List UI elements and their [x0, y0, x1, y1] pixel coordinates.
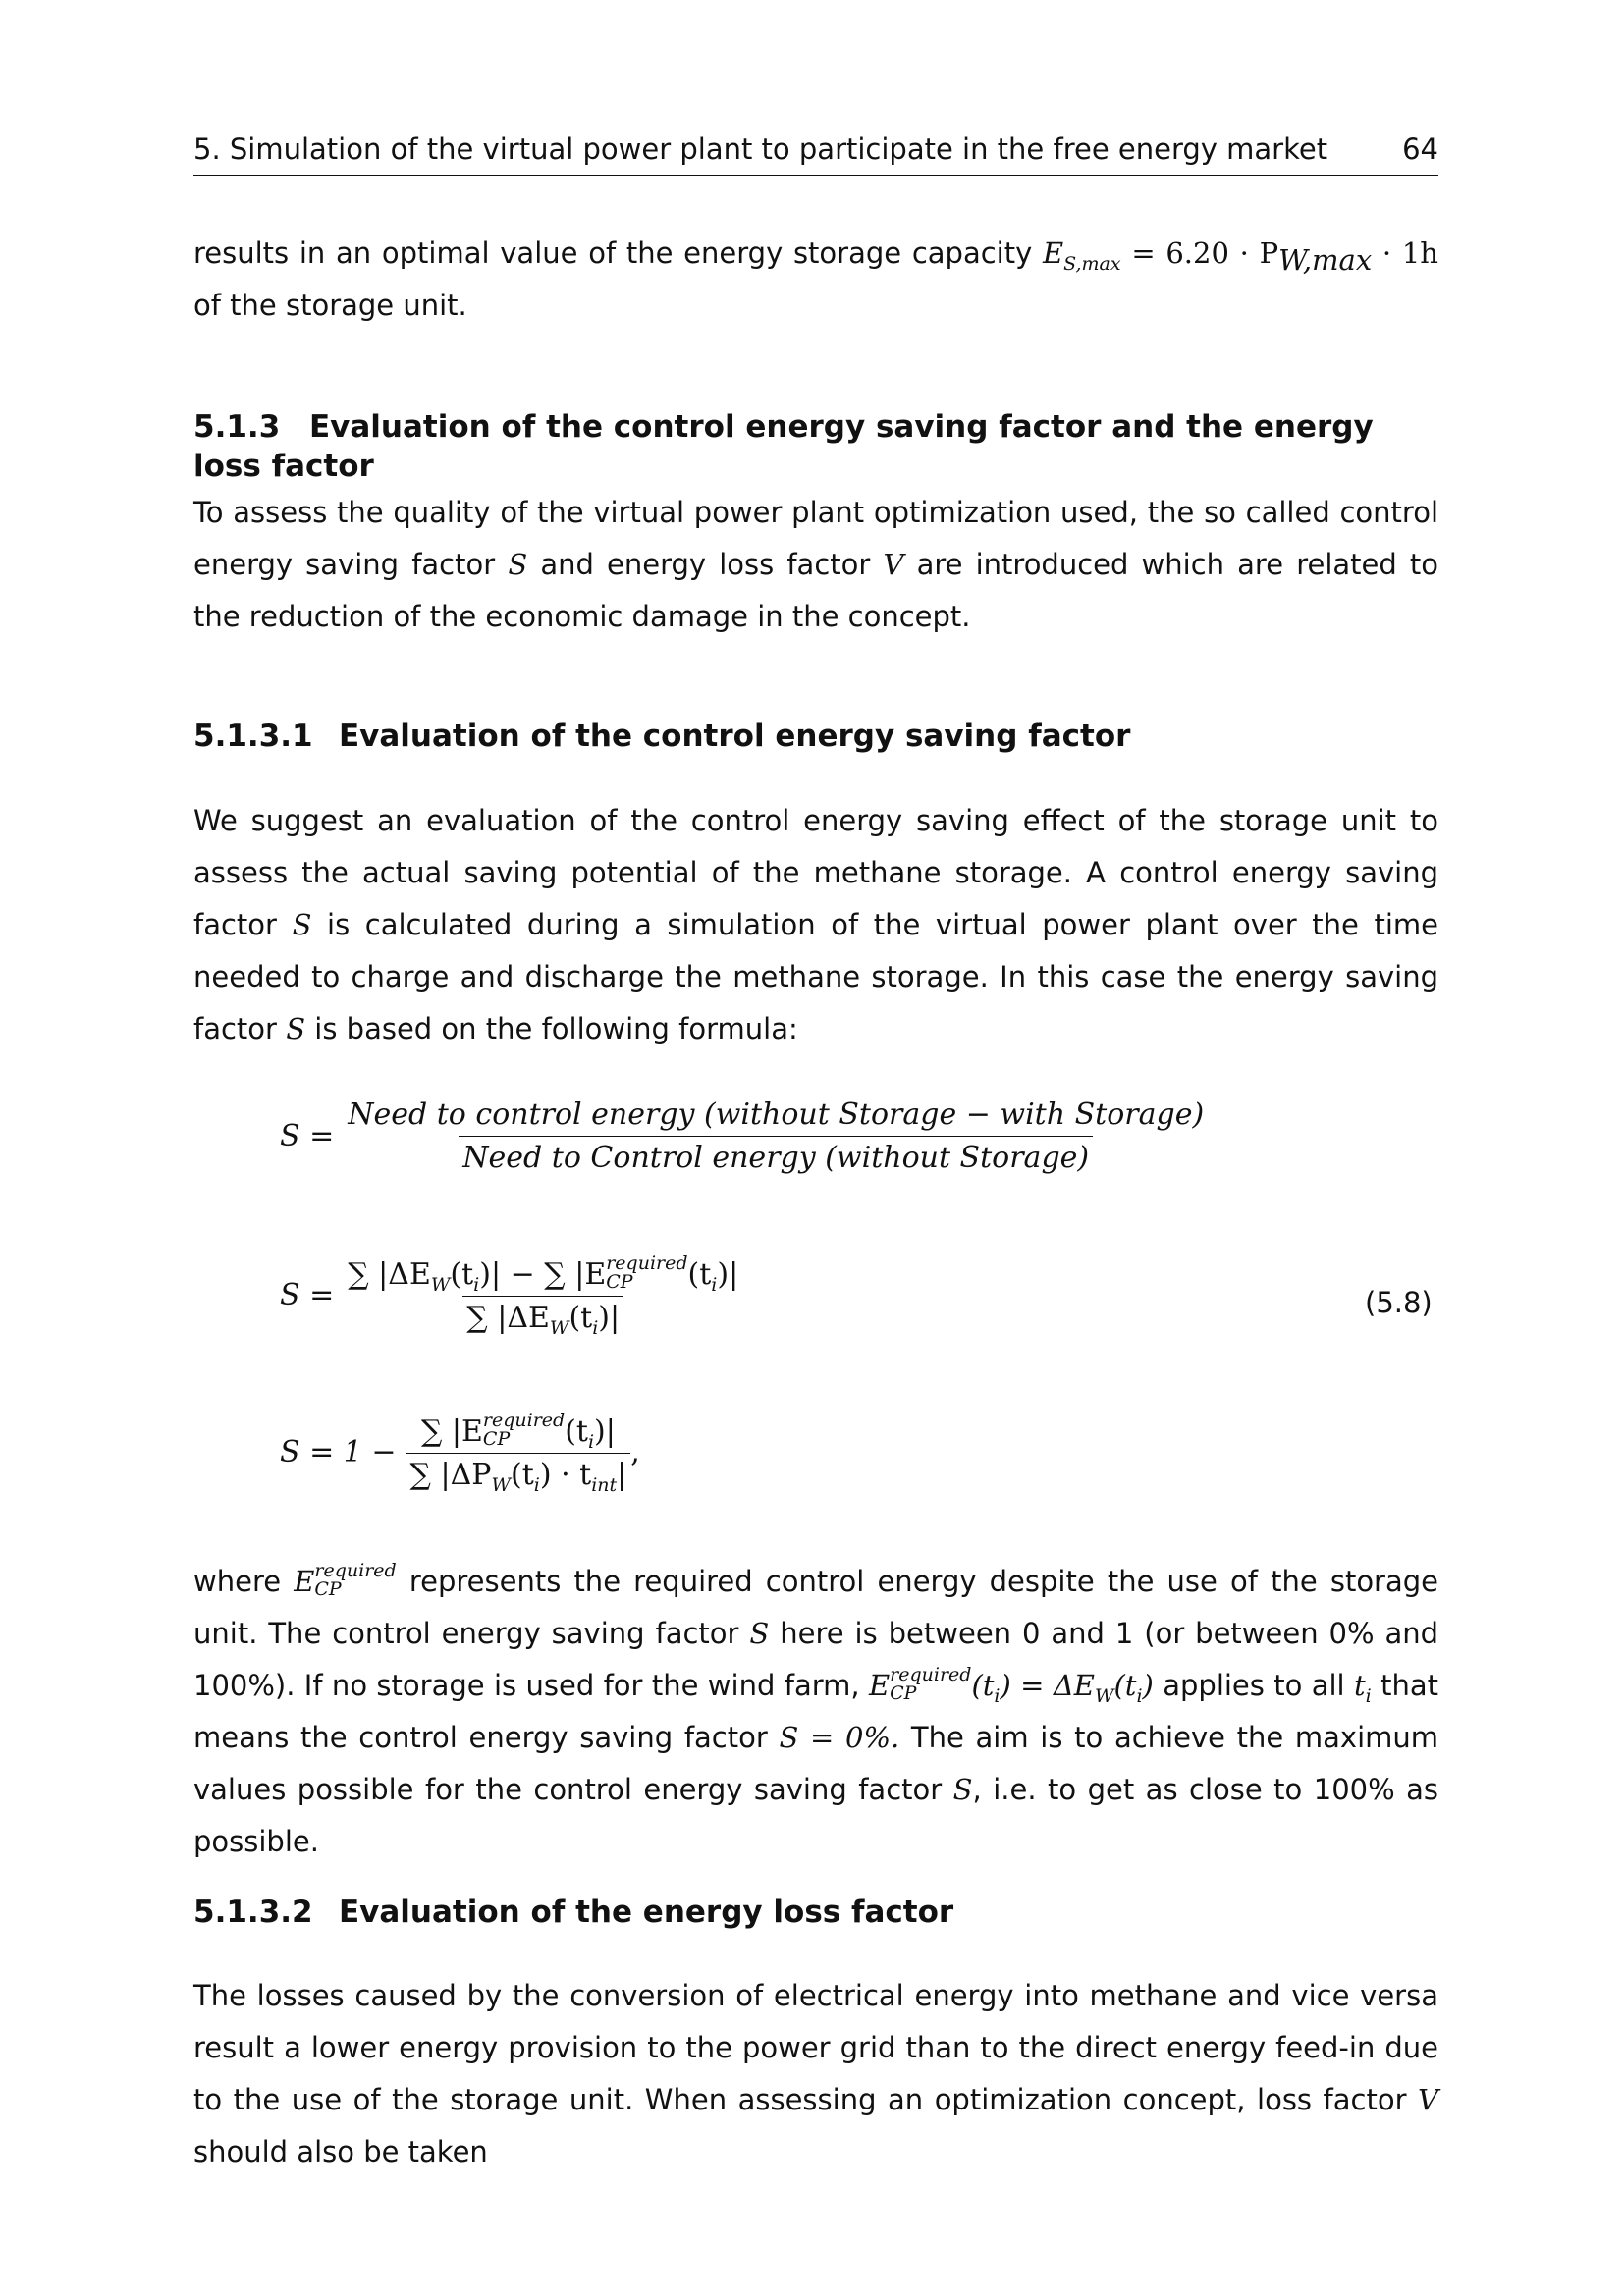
section-heading-5-1-3-1: 5.1.3.1 Evaluation of the control energy saving factor — [193, 719, 1131, 754]
equation-line-3: S = 1 − ∑ |E required CP $(t_i)|$ ∑ $|\Delta P_W(t_i) \cdot t_{int}|$ , — [280, 1410, 640, 1496]
section-5-1-3-2-paragraph: The losses caused by the conversion of electrical energy into methane and vice versa result a lower energy provision to the power grid than to the direct energy feed-in due to the use of the storage unit. When assessing an optimization concept, loss factor V should also be taken — [193, 1979, 1438, 2168]
section-5-1-3-paragraph: To assess the quality of the virtual power plant optimization used, the so called control energy saving factor S and energy loss factor V are introduced which are related to the reduction of the economic damage in the concept. — [193, 496, 1439, 633]
fraction-3: ∑ |E required CP $(t_i)|$ ∑ $|\Delta P_W(t_i) \cdot t_{int}|$ — [406, 1412, 631, 1492]
chapter-title: 5. Simulation of the virtual power plant to participate in the free energy market — [193, 133, 1328, 166]
equation-line-2: S = ∑ $|\Delta E_W(t_i)|$ − ∑ |E required CP $(t_i)|$ ∑ $|\Delta E_W(t_i)|$ — [280, 1255, 742, 1335]
equation-number: (5.8) — [1365, 1286, 1433, 1319]
page-number: 64 — [1402, 133, 1438, 166]
fraction-1: $\frac{\text{Need to control energy (without Storage − with Storage)}}{\text{Need to Control energy (without Storage)}}$ — [348, 1097, 1205, 1175]
intro-paragraph: results in an optimal value of the energy storage capacity $E_{S,max} = 6.20 \cdot P_{W,max} \cdot 1h$ of the storage unit. — [193, 237, 1438, 322]
section-5-1-3-1-paragraph: We suggest an evaluation of the control energy saving effect of the storage unit to assess the actual saving potential of the methane storage. A control energy saving factor S is calculated during a simulation of the virtual power plant over the time needed to charge and discharge the methane storage. In this case the energy saving factor S is based on the following formula: — [193, 804, 1439, 1045]
section-heading-5-1-3-2: 5.1.3.2 Evaluation of the energy loss factor — [193, 1895, 954, 1930]
storage-capacity-formula: $E_{S,max}$ — [1042, 237, 1121, 275]
fraction-2: ∑ $|\Delta E_W(t_i)|$ − ∑ |E required CP $(t_i)|$ ∑ $|\Delta E_W(t_i)|$ — [348, 1253, 739, 1339]
section-heading-5-1-3: 5.1.3 Evaluation of the control energy saving factor and the energy loss factor — [193, 409, 1374, 484]
equation-line-1: S = $\frac{\text{Need to control energy (without Storage − with Storage)}}{\text{Need to Control energy (without Storage)}}$ — [280, 1097, 1208, 1175]
running-header — [193, 132, 1438, 176]
after-equation-paragraph: where E required CP represents the required control energy despite the use of the storage unit. The control energy saving factor S here is between 0 and 1 (or between 0% and 100%). If no storage is used for the wind farm, E required CP $(t_i) = \Delta E_W(t_i)$ applies to all $t_i$ that means the control energy saving factor S = 0%. The aim is to achieve the maximum values possible for the control energy saving factor S, i.e. to get as close to 100% as possible. — [193, 1560, 1439, 1858]
